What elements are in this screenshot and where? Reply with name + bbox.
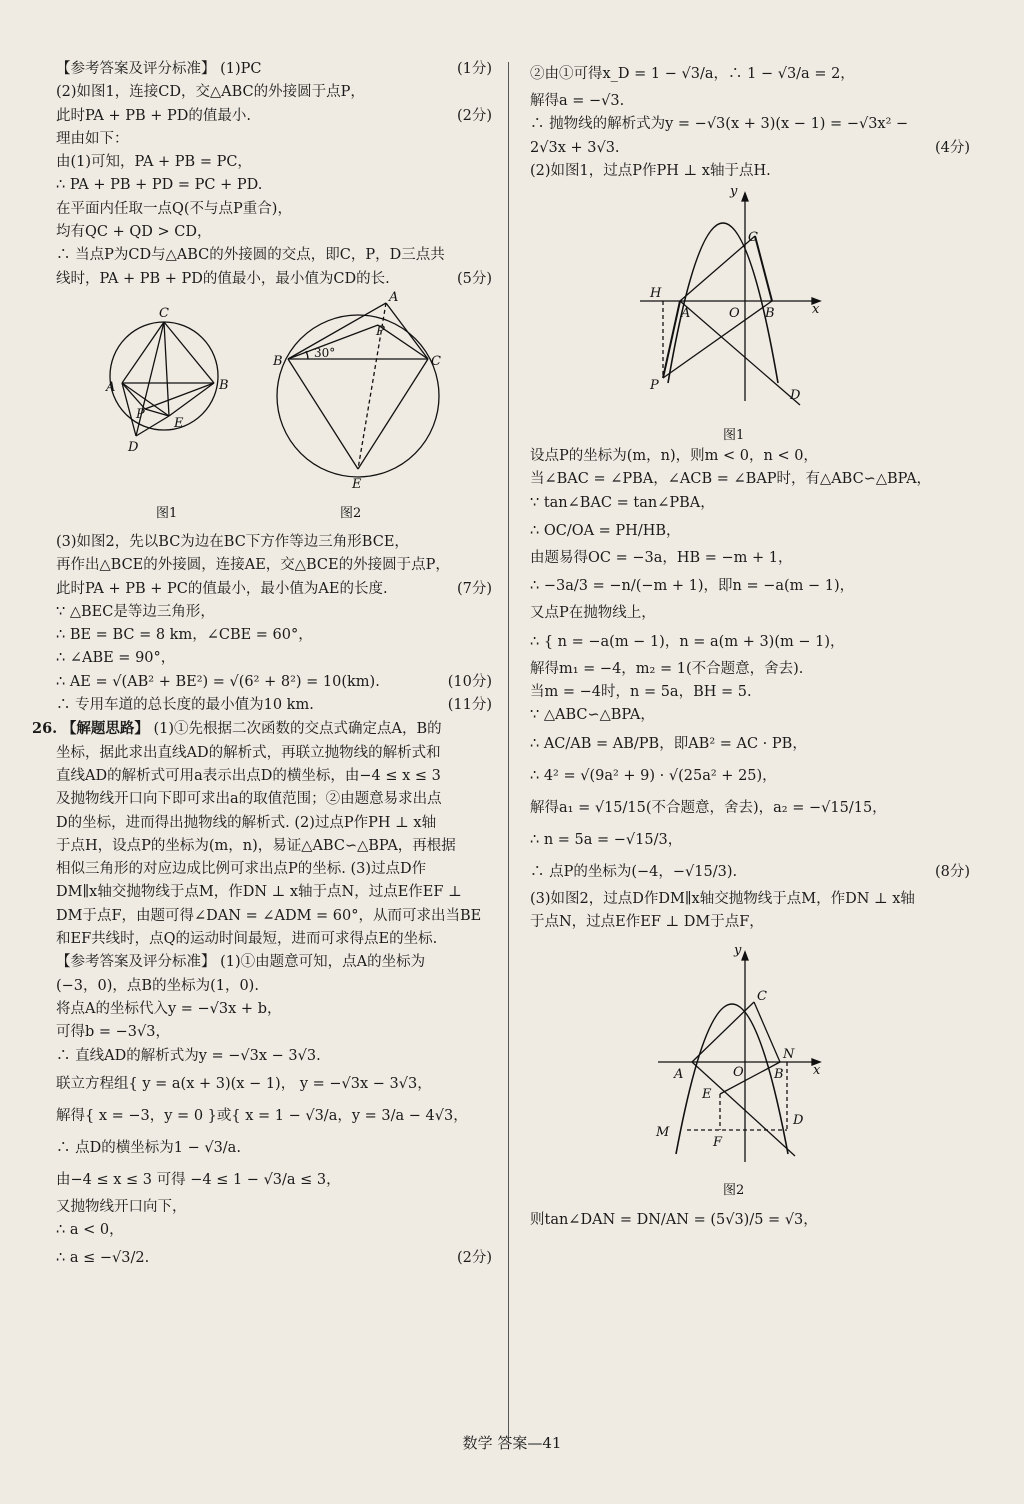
line-text: 解得a = −√3. [530,93,625,109]
line-text: ∵ △BEC是等边三角形， [56,603,215,620]
text-line [56,1132,492,1164]
text-line [56,975,492,998]
fig1-label-a: A [106,379,116,395]
fig2-label-a: A [389,290,399,305]
line-text: ∵ △ABC∽△BPA， [530,707,655,724]
q26-thinking-line: 直线AD的解析式可用a表示出点D的横坐标，由−4 ≤ x ≤ 3 [56,767,441,784]
fig1-label-b: B [219,377,229,393]
line-text: (3)如图2，过点D作DM∥x轴交抛物线于点M，作DN ⊥ x轴 [530,890,915,907]
page-footer: 数学 答案—41 [462,1434,562,1452]
q26-thinking-line: DM于点F，由题可得∠DAN = ∠ADM = 60°，从而可求出当BE [56,907,482,924]
figure-1-circle [110,322,218,436]
score-label: (1分) [456,61,492,77]
q26-thinking-rest [56,742,492,952]
line-text: ∴ ∠ABE = 90°， [56,650,176,667]
text-line [530,570,970,602]
line-text: ∴ { n = −a(m − 1)，n = a(m + 3)(m − 1)， [530,633,845,650]
fig-r1-label-h: H [650,286,662,302]
fig-r2-label-o: O [733,1065,744,1081]
line-text: ∴ AE = √(AB² + BE²) = √(6² + 8²) = 10(km). [56,673,380,690]
score-label: (5分) [456,270,492,287]
left-block-b [56,531,492,717]
line-text: 又点P在抛物线上， [530,605,656,622]
text-line [530,492,970,515]
line-text: ∴ 点D的横坐标为1 − √3/a. [56,1139,241,1156]
fig-r2-label-f: F [713,1135,723,1151]
fig-r2-y-arrow [742,952,748,960]
text-line [56,174,492,197]
text-line [56,81,492,104]
text-line [530,824,970,856]
parabola-figure-1 [530,183,970,445]
q26-number: 26. [32,720,58,738]
text-line [56,244,492,267]
left-block-c [56,951,492,1274]
line-text: ∴ AC/AB = AB/PB，即AB² = AC · PB， [530,735,807,752]
fig1-label-p: P [136,406,145,422]
line-text: ∴ −3a/3 = −n/(−m + 1)，即n = −a(m − 1)， [530,578,855,595]
q26-thinking-line: (1)①先根据二次函数的交点式确定点A，B的 [153,721,442,738]
score-label: (11分) [447,697,492,714]
q26-thinking-line: 相似三角形的对应边成比例可求出点P的坐标. (3)过点D作 [56,861,427,878]
fig-r1-label-d: D [790,388,801,404]
text-line [56,998,492,1021]
score-label: (8分) [934,863,970,880]
right-figure-2 [530,934,970,1204]
line-text: 【参考答案及评分标准】 (1)PC [56,61,262,77]
text-line [530,602,970,625]
fig1-caption: 图1 [156,505,178,521]
circle-figures [56,291,492,531]
fig1-label-d: D [128,439,139,455]
text-line [530,626,970,658]
text-line [530,792,970,824]
q26-line-first [32,717,492,741]
text-line [56,554,492,577]
line-text: 由(1)可知，PA + PB = PC， [56,154,252,171]
fig-r1-label-x: x [812,302,820,318]
fig-r2-label-n: N [783,1047,795,1063]
line-text: ∴ PA + PB + PD = PC + PD. [56,177,263,194]
text-line [530,704,970,727]
fig-r1-line-cb [755,236,772,301]
fig2-label-p: P [376,323,385,339]
line-text: 再作出△BCE的外接圆，连接AE，交△BCE的外接圆于点P， [56,557,450,574]
text-line [56,1068,492,1100]
line-text: 则tan∠DAN = DN/AN = (5√3)/5 = √3， [530,1212,818,1229]
parabola-figure-2 [530,934,970,1204]
line-text: 理由如下： [56,130,129,147]
line-text: 线时，PA + PB + PD的值最小，最小值为CD的长. [56,270,390,287]
line-text: 由−4 ≤ x ≤ 3 可得 −4 ≤ 1 − √3/a ≤ 3， [56,1171,341,1188]
score-label: (2分) [456,1250,492,1267]
text-line [56,1021,492,1044]
score-label: (2分) [456,107,492,124]
text-line [530,911,970,934]
text-line [530,856,970,888]
line-text: 【参考答案及评分标准】 (1)①由题意可知，点A的坐标为 [56,954,426,971]
text-line [56,268,492,291]
text-line [530,728,970,760]
q26-thinking [32,717,492,951]
fig-r2-line-cb [754,1002,780,1062]
fig1-label-e: E [174,415,184,431]
fig-r2-label-c: C [757,989,767,1005]
fig-r2-label-m: M [656,1125,670,1141]
q26-thinking-line: 坐标，据此求出直线AD的解析式，再联立抛物线的解析式和 [56,744,441,761]
text-line [56,221,492,244]
line-text: (3)如图2，先以BC为边在BC下方作等边三角形BCE， [56,533,409,550]
text-line [56,105,492,128]
line-text: 将点A的坐标代入y = −√3x + b， [56,1000,282,1017]
line-text: 解得{ x = −3，y = 0 }或{ x = 1 − √3/a，y = 3/a − 4√3， [56,1107,468,1124]
right-block-a [530,58,970,183]
text-line [56,671,492,694]
text-line [530,90,970,113]
fig-r1-label-y: y [730,184,738,200]
text-line [530,58,970,90]
line-text: ∴ BE = BC = 8 km，∠CBE = 60°， [56,627,313,644]
text-line [56,1219,492,1242]
q26-thinking-line: 于点H，设点P的坐标为(m，n)，易证△ABC∽△BPA，再根据 [56,837,456,854]
fig2-label-c: C [431,353,441,369]
left-figures [56,291,492,531]
q26-thinking-line: D的坐标，进而得出抛物线的解析式. (2)过点P作PH ⊥ x轴 [56,814,437,831]
line-text: ∴ 抛物线的解析式为y = −√3(x + 3)(x − 1) = −√3x² − [530,116,909,133]
line-text: ∴ n = 5a = −√15/3， [530,831,683,848]
score-label: (10分) [447,673,492,690]
figure-2-circle [277,303,439,477]
line-text: 联立方程组{ y = a(x + 3)(x − 1)， y = −√3x − 3√3， [56,1075,432,1092]
line-text: ∵ tan∠BAC = tan∠PBA， [530,494,715,511]
score-label: (4分) [934,139,970,156]
fig-r2-label-d: D [793,1113,804,1129]
line-text: ②由①可得x_D = 1 − √3/a，∴ 1 − √3/a = 2， [530,66,855,82]
line-text: ∴ OC/OA = PH/HB， [530,523,681,540]
fig-r2-label-b: B [774,1067,784,1083]
fig-r1-line-ac [680,236,755,301]
text-line [530,445,970,468]
line-text: 在平面内任取一点Q(不与点P重合)， [56,200,292,217]
line-text: 当∠BAC = ∠PBA，∠ACB = ∠BAP时，有△ABC∽△BPA， [530,471,932,488]
line-text: 可得b = −3√3， [56,1024,170,1041]
q26-thinking-line: 及抛物线开口向下即可求出a的取值范围；②由题意易求出点 [56,791,442,808]
line-text: ∴ 直线AD的解析式为y = −√3x − 3√3. [56,1047,321,1064]
line-text: 均有QC + QD > CD， [56,224,212,241]
line-text: 此时PA + PB + PD的值最小. [56,107,252,124]
text-line [530,160,970,183]
score-label: (7分) [456,580,492,597]
fig-r1-parabola [668,223,778,383]
column-divider [508,62,509,1442]
text-line [530,137,970,160]
line-text: 由题易得OC = −3a，HB = −m + 1， [530,550,793,567]
text-line [56,624,492,647]
line-text: 解得m₁ = −4，m₂ = 1(不合题意，舍去). [530,660,804,677]
text-line [56,1242,492,1274]
right-figure-1 [530,183,970,445]
text-line [56,694,492,717]
line-text: ∴ 当点P为CD与△ABC的外接圆的交点，即C，P，D三点共 [56,247,445,264]
q26-thinking-head: 【解题思路】 [61,720,149,738]
fig-r2-label-a: A [674,1067,684,1083]
text-line [530,468,970,491]
text-line [56,151,492,174]
fig-r1-label-p: P [650,378,659,394]
text-line [530,760,970,792]
fig-r2-caption: 图2 [723,1183,745,1199]
text-line [56,1045,492,1068]
line-text: (−3，0)，点B的坐标为(1，0). [56,977,259,994]
line-text: (2)如图1，连接CD，交△ABC的外接圆于点P， [56,84,365,101]
text-line [56,198,492,221]
text-line [530,888,970,911]
line-text: 2√3x + 3√3. [530,139,620,156]
fig-r1-caption: 图1 [723,428,745,444]
fig1-label-c: C [159,305,169,321]
fig-r2-parabola [676,1004,788,1154]
left-block-a [56,58,492,291]
text-line [56,58,492,81]
fig-r2-label-e: E [702,1087,712,1103]
text-line [56,951,492,974]
right-block-b [530,445,970,934]
line-text: 又抛物线开口向下， [56,1198,187,1215]
text-line [56,601,492,624]
fig2-caption: 图2 [340,505,362,521]
q26-thinking-line: 和EF共线时，点Q的运动时间最短，进而可求得点E的坐标. [56,931,438,948]
line-text: ∴ a ≤ −√3/2. [56,1250,150,1267]
fig-r1-label-a: A [681,306,691,322]
line-text: ∴ 点P的坐标为(−4，−√15/3). [530,863,738,880]
left-column [32,58,492,1274]
text-line [56,1196,492,1219]
line-text: 当m = −4时，n = 5a，BH = 5. [530,683,752,700]
text-line [56,531,492,554]
right-block-c [530,1204,970,1236]
right-column [530,58,970,1236]
fig-r2-label-y: y [734,943,742,959]
fig-r1-label-o: O [729,306,740,322]
fig-r1-label-c: C [748,230,758,246]
text-line [530,658,970,681]
text-line [56,1164,492,1196]
line-text: 解得a₁ = √15/15(不合题意，舍去)，a₂ = −√15/15， [530,799,887,816]
fig-r2-label-x: x [813,1063,821,1079]
text-line [56,578,492,601]
text-line [56,647,492,670]
text-line [530,515,970,547]
line-text: ∴ 专用车道的总长度的最小值为10 km. [56,697,314,714]
fig-r1-label-b: B [765,306,775,322]
fig-r1-y-arrow [742,193,748,201]
fig2-angle-label: 30° [314,345,336,360]
text-line [530,113,970,136]
text-line [56,1100,492,1132]
q26-thinking-line: DM∥x轴交抛物线于点M，作DN ⊥ x轴于点N，过点E作EF ⊥ [56,884,462,901]
line-text: ∴ 4² = √(9a² + 9) · √(25a² + 25)， [530,767,777,784]
line-text: 此时PA + PB + PC的值最小，最小值为AE的长度. [56,580,388,597]
line-text: (2)如图1，过点P作PH ⊥ x轴于点H. [530,162,771,179]
fig2-label-b: B [273,353,283,369]
line-text: ∴ a < 0， [56,1222,124,1239]
text-line [530,1204,970,1236]
line-text: 设点P的坐标为(m，n)，则m < 0，n < 0， [530,448,818,465]
line-text: 于点N，过点E作EF ⊥ DM于点F， [530,913,764,930]
text-line [56,128,492,151]
text-line [530,681,970,704]
text-line [530,547,970,570]
fig2-label-e: E [352,476,362,492]
